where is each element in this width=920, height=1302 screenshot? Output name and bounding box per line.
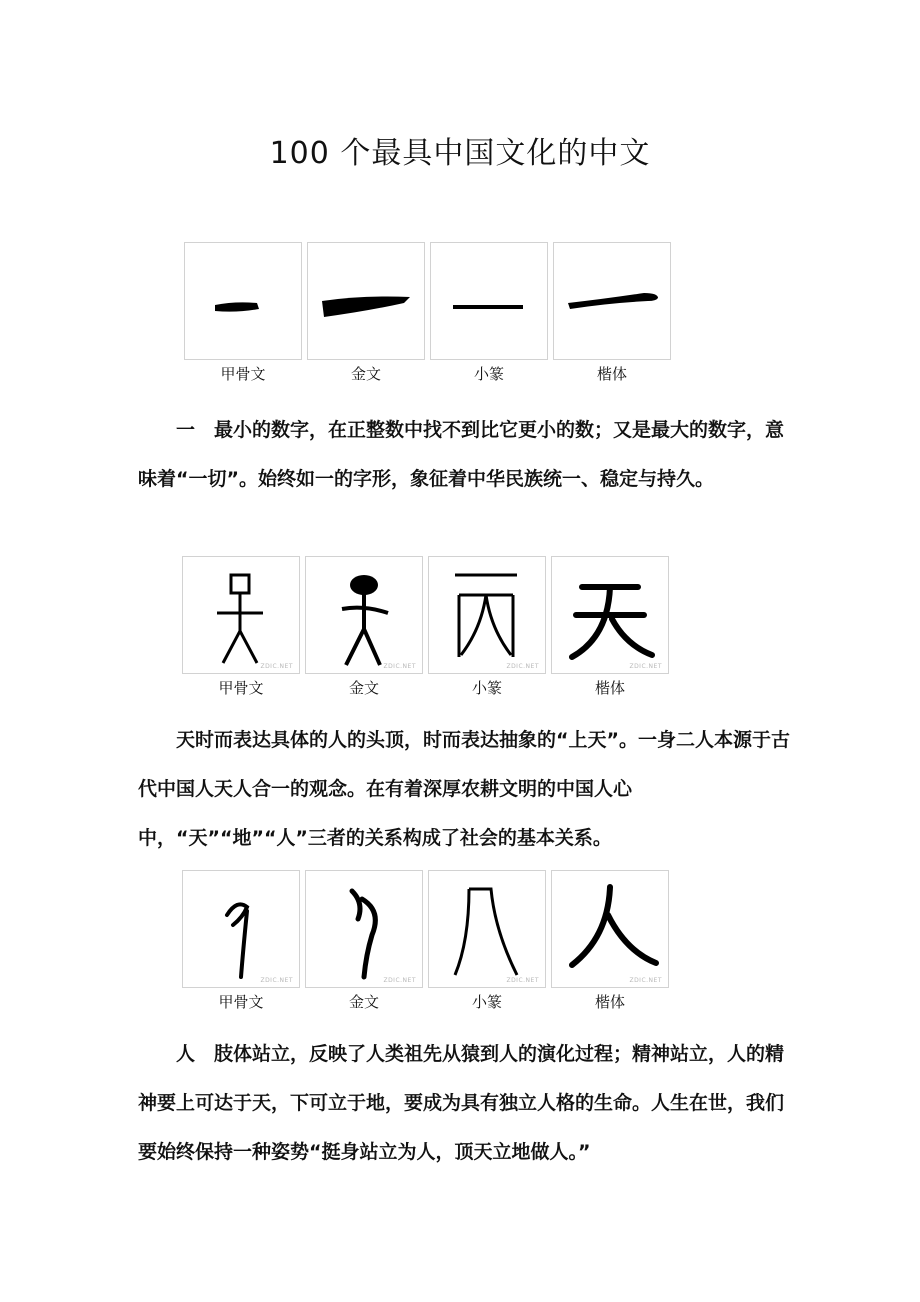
glyph-cell-kaishu [551,556,669,698]
watermark: ZDIC.NET [383,663,416,670]
glyph-cell-oracle [184,242,302,384]
glyph-image-bronze-yi [307,242,425,360]
glyph-image-seal-tian [428,556,546,674]
glyph-cell-kaishu [551,870,669,1012]
caption-kaishu: 楷体 [596,365,627,383]
glyph-image-bronze-tian [305,556,423,674]
watermark: ZDIC.NET [383,977,416,984]
watermark: ZDIC.NET [629,977,662,984]
caption-oracle: 甲骨文 [220,365,266,383]
watermark: ZDIC.NET [506,663,539,670]
glyph-cell-bronze [307,242,425,384]
caption-seal: 小篆 [471,679,502,697]
glyph-cell-oracle [182,870,300,1012]
glyph-strip-yi [180,242,676,392]
page-title: 100 个最具中国文化的中文 [269,136,651,171]
glyph-image-oracle-yi [184,242,302,360]
glyph-cell-oracle [182,556,300,698]
caption-bronze: 金文 [348,993,379,1011]
watermark: ZDIC.NET [629,663,662,670]
glyph-cell-seal [428,870,546,1012]
paragraph-yi: 一 最小的数字，在正整数中找不到比它更小的数；又是最大的数字，意味着“一切”。始终如一的字形，象征着中华民族统一、稳定与持久。 [138,419,785,490]
glyph-cell-kaishu [553,242,671,384]
caption-kaishu: 楷体 [594,993,625,1011]
paragraph-tian: 天时而表达具体的人的头顶，时而表达抽象的“上天”。一身二人本源于古代中国人天人合一的观念。在有着深厚农耕文明的中国人心中，“天”“地”“人”三者的关系构成了社会的基本关系。 [138,729,790,849]
caption-seal: 小篆 [471,993,502,1011]
glyph-strip-tian [180,556,676,706]
glyph-cell-bronze [305,556,423,698]
caption-oracle: 甲骨文 [218,993,264,1011]
watermark: ZDIC.NET [260,977,293,984]
watermark: ZDIC.NET [506,977,539,984]
glyph-image-bronze-ren [305,870,423,988]
glyph-cell-seal [428,556,546,698]
caption-kaishu: 楷体 [594,679,625,697]
caption-oracle: 甲骨文 [218,679,264,697]
glyph-image-kaishu-tian [551,556,669,674]
glyph-image-kaishu-ren [551,870,669,988]
glyph-image-seal-ren [428,870,546,988]
paragraph-ren: 人 肢体站立，反映了人类祖先从猿到人的演化过程；精神站立，人的精神要上可达于天，下可立于地，要成为具有独立人格的生命。人生在世，我们要始终保持一种姿势“挺身站立为人，顶天立地做人。” [138,1043,785,1163]
glyph-image-kaishu-yi [553,242,671,360]
watermark: ZDIC.NET [260,663,293,670]
glyph-cell-seal [430,242,548,384]
glyph-strip-ren [180,870,676,1020]
glyph-image-oracle-tian [182,556,300,674]
caption-bronze: 金文 [350,365,381,383]
caption-bronze: 金文 [348,679,379,697]
glyph-image-seal-yi [430,242,548,360]
glyph-image-oracle-ren [182,870,300,988]
glyph-cell-bronze [305,870,423,1012]
caption-seal: 小篆 [473,365,504,383]
